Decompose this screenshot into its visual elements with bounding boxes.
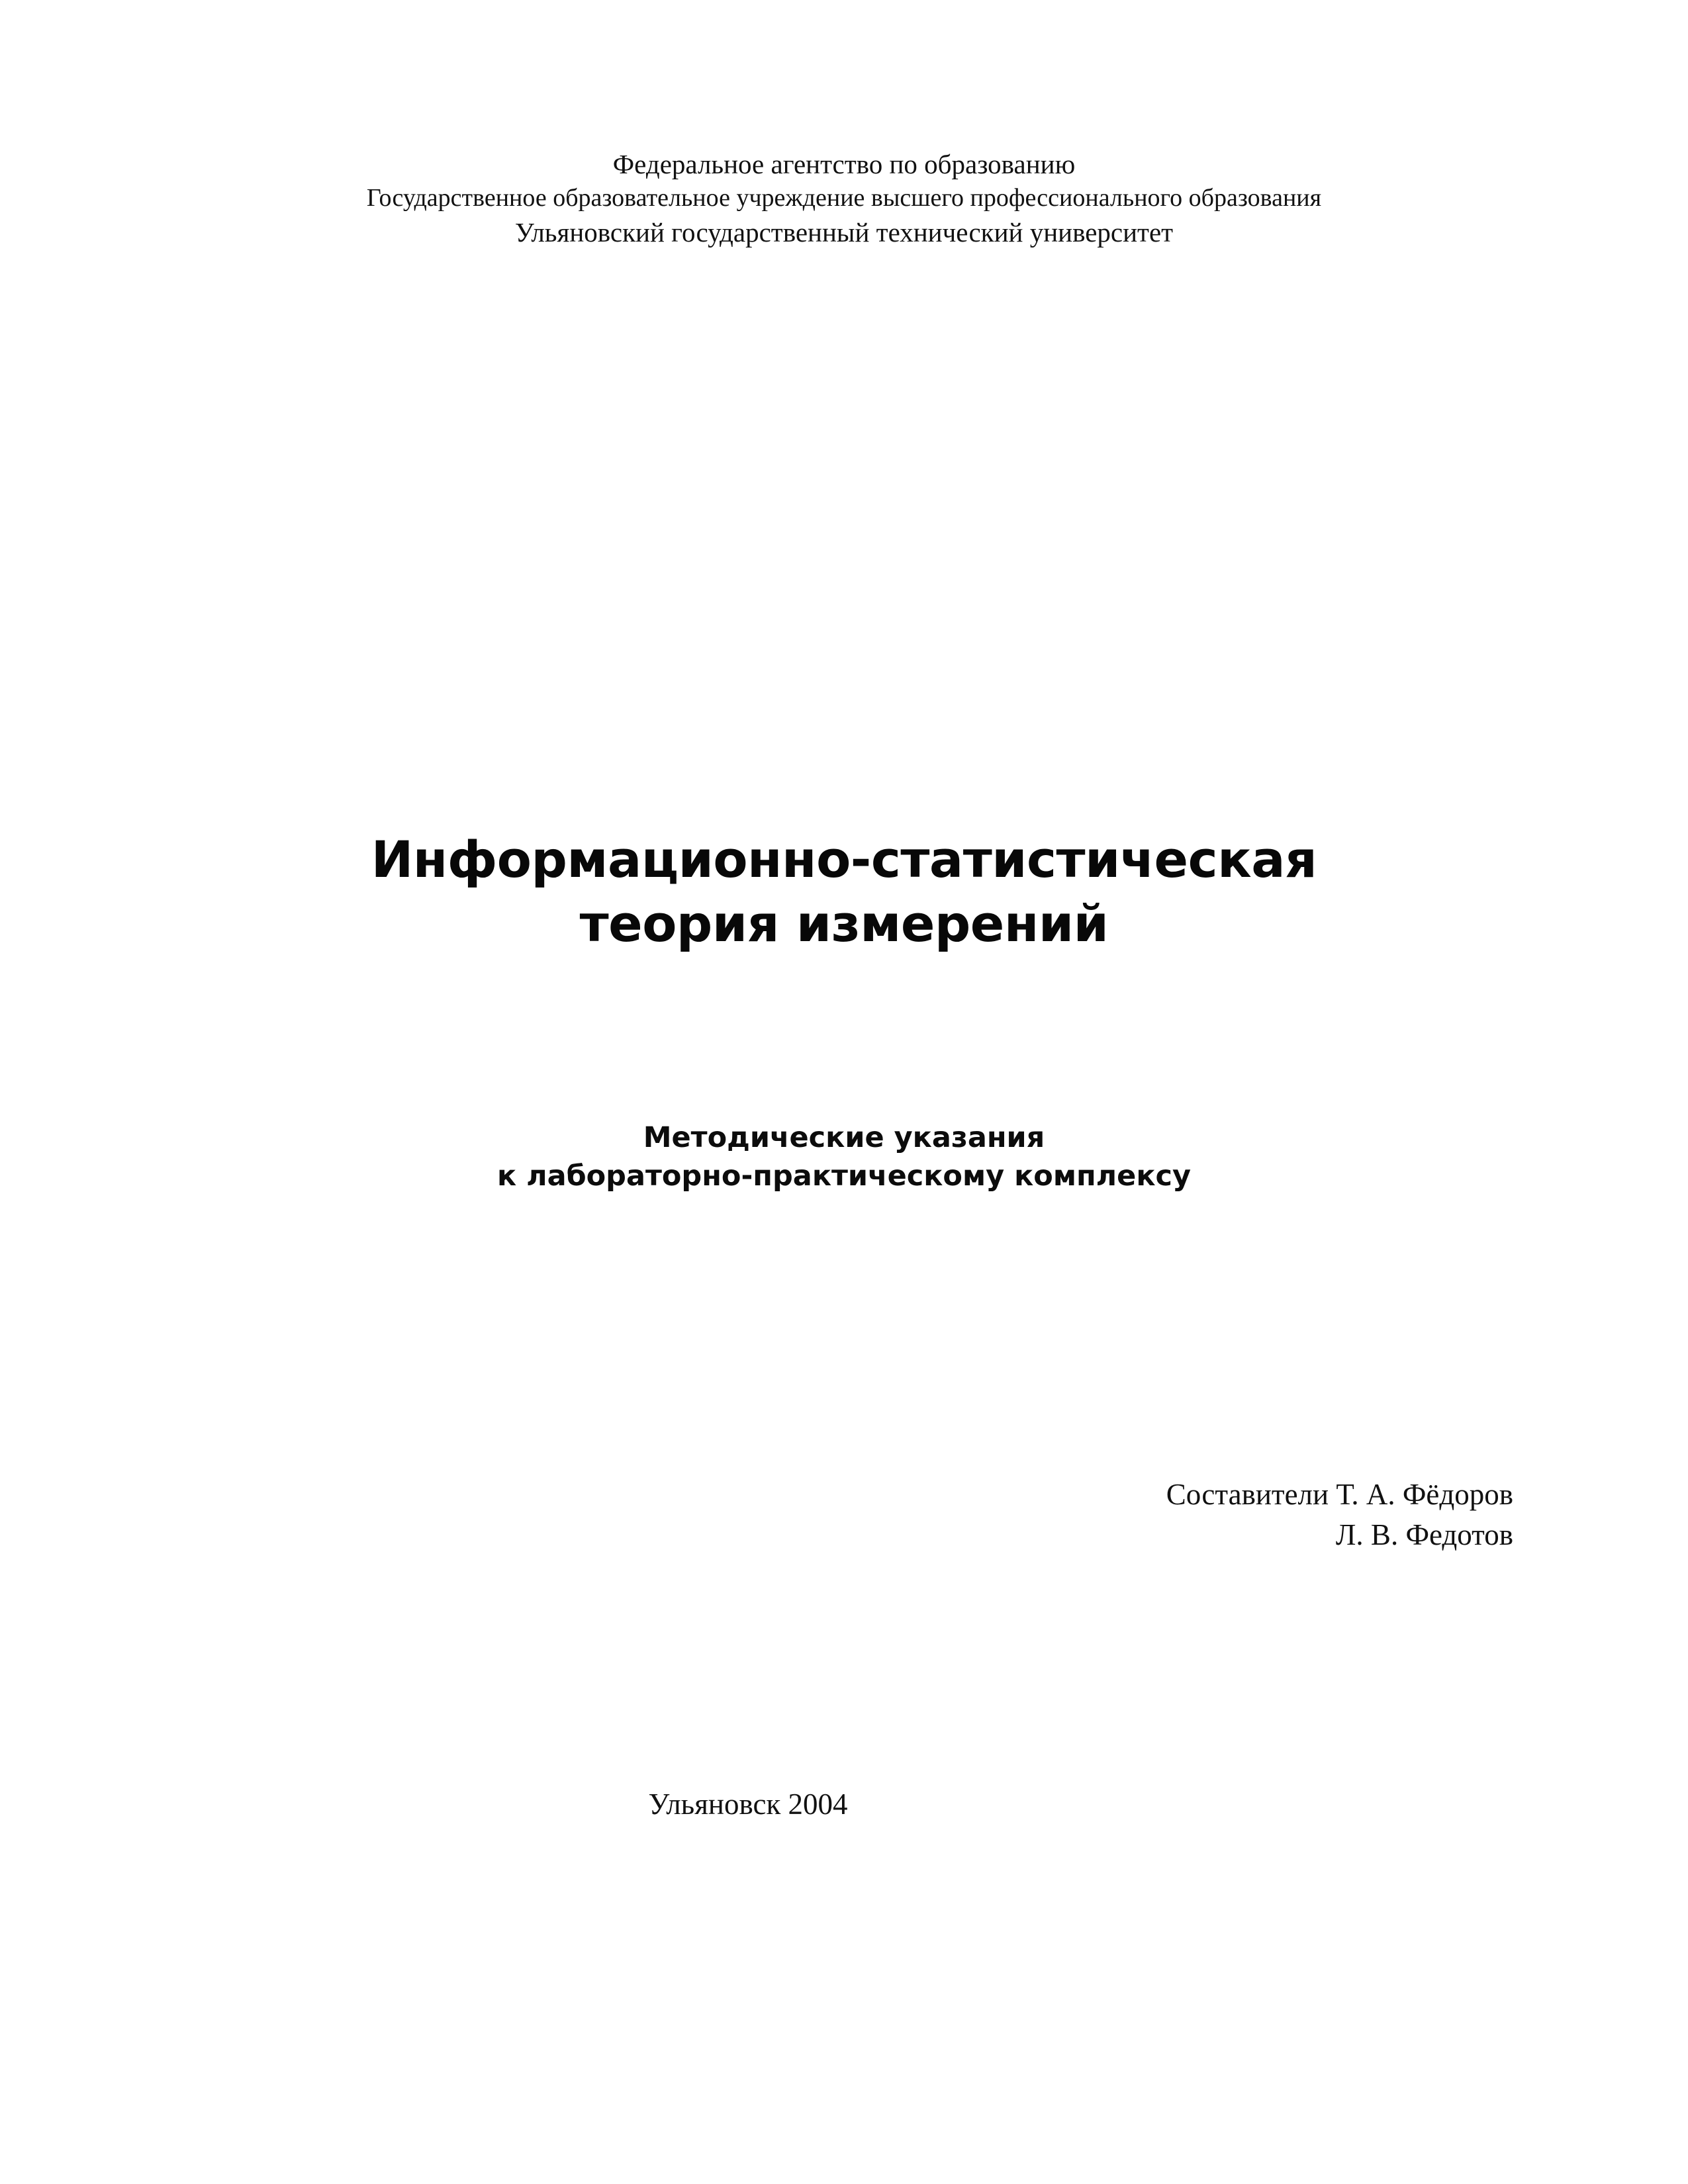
institution-type-line: Государственное образовательное учреждение высшего профессионального образования [366,184,1322,212]
page-title [0,827,1688,956]
imprint-place-year: Ульяновск 2004 [648,1788,848,1821]
university-name-line: Ульяновский государственный технический университет [514,216,1174,248]
imprint-block [0,1787,1688,1821]
agency-line: Федеральное агентство по образованию [612,149,1076,179]
title-line-2: теория измерений [579,894,1109,954]
title-line-1: Информационно-статистическая [371,830,1317,889]
author-line-2: Л. В. Федотов [1335,1518,1513,1552]
authors-block [0,1475,1688,1555]
subtitle-line-1: Методические указания [643,1121,1045,1154]
institution-header [0,147,1688,250]
author-line-1: Составители Т. А. Фёдоров [1166,1478,1513,1511]
subtitle-line-2: к лабораторно-практическому комплексу [496,1160,1192,1193]
page-subtitle [0,1118,1688,1195]
